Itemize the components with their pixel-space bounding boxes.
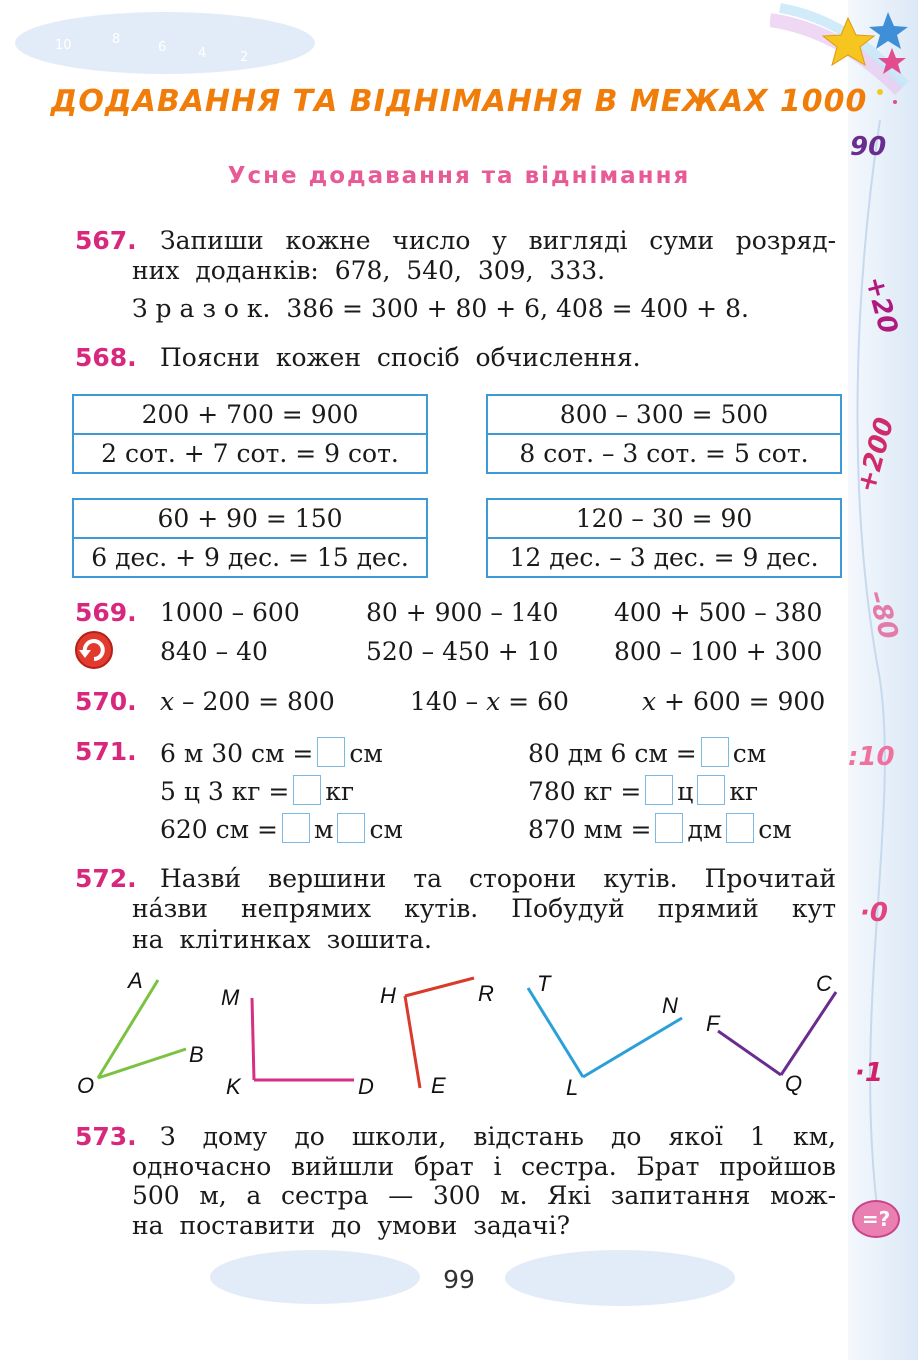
expression: 1000 – 600 [160,598,300,627]
equation: x – 200 = 800 [160,687,335,716]
exercise-number: 571. [75,737,137,766]
angle-hre-side [405,978,474,996]
answer-box[interactable] [655,813,683,843]
expression: 840 – 40 [160,637,268,666]
exercise-text: на поставити до умови задачі? [132,1211,570,1240]
exercise-text: Поясни кожен спосіб обчислення. [160,343,641,372]
exercise-number: 570. [75,687,137,716]
cloud-number: 6 [158,40,167,55]
exercise-number: 567. [75,226,137,255]
answer-box[interactable] [282,813,310,843]
vertex-label: R [478,981,494,1006]
expression: 80 + 900 – 140 [366,598,559,627]
side-rail-item: +20 [858,273,903,337]
vertex-label: O [77,1073,95,1098]
vertex-label: B [189,1042,204,1067]
vertex-label: T [537,971,551,996]
angle-mkd-side [252,998,254,1080]
answer-box[interactable] [645,775,673,805]
cloud-number: 10 [55,38,72,53]
exercise-number: 568. [75,343,137,372]
exercise-number: 573. [75,1122,137,1151]
calc-box [72,498,428,578]
repeat-icon [73,630,115,670]
conversion-row: 780 кг = ц кг [528,777,759,806]
exercise-number: 569. [75,598,137,627]
angle-tln-side [528,988,583,1077]
calc-box-top: 60 + 90 = 150 [157,504,343,533]
angle-fqc-side [781,992,836,1075]
conversion-row: 80 дм 6 см = см [528,739,767,768]
expression: 400 + 500 – 380 [614,598,823,627]
exercise-text: на клітинках зошита. [132,925,432,954]
calc-box-top: 800 – 300 = 500 [559,400,769,429]
vertex-label: M [221,985,240,1010]
angle-tln-side [583,1018,682,1077]
vertex-label: C [816,971,832,996]
angle-hre-side [405,996,420,1088]
cloud-number: 4 [198,46,207,61]
exercise-text: одночасно вийшли брат і сестра. Брат пройшов [132,1152,836,1181]
calc-box [486,498,842,578]
cloud-number: 2 [240,50,249,65]
exercise-text: на́зви непрямих кутів. Побудуй прямий кут [132,894,837,923]
vertex-label: D [358,1074,374,1099]
answer-box[interactable] [701,737,729,767]
exercise-text: Назви́ вершини та сторони кутів. Прочитай [160,864,837,893]
expression: 520 – 450 + 10 [366,637,559,666]
vertex-label: E [431,1073,446,1098]
side-rail-item: ·0 [860,898,888,928]
sample-line: З р а з о к. 386 = 300 + 80 + 6, 408 = 400 + 8. [132,294,749,323]
answer-box[interactable] [697,775,725,805]
exercise-text: 500 м, а сестра — 300 м. Які запитання мож- [132,1181,837,1210]
vertex-label: N [662,993,678,1018]
vertex-label: A [128,968,143,993]
calc-box [486,394,842,474]
calc-box-bottom: 2 сот. + 7 сот. = 9 сот. [74,433,426,472]
calc-box-top: 120 – 30 = 90 [575,504,753,533]
vertex-label: F [706,1011,720,1036]
exercise-text: З дому до школи, відстань до якої 1 км, [160,1122,836,1151]
equation: x + 600 = 900 [642,687,826,716]
answer-box[interactable] [337,813,365,843]
vertex-label: L [566,1075,579,1100]
conversion-row: 5 ц 3 кг = кг [160,777,355,806]
calc-box-bottom: 12 дес. – 3 дес. = 9 дес. [488,537,840,576]
side-rail-item: 90 [850,132,887,162]
conversion-row: 620 см = м см [160,815,403,844]
answer-box[interactable] [293,775,321,805]
cloud-number: 8 [112,32,121,47]
side-rail-item: –80 [861,587,904,643]
calc-box [72,394,428,474]
vertex-label: K [226,1074,241,1099]
exercise-number: 572. [75,864,137,893]
angle-aob-side [98,1049,186,1078]
exercise-text: Запиши кожне число у вигляді суми розряд- [160,226,837,255]
page-number: 99 [443,1265,475,1294]
side-rail-item: :10 [848,742,895,772]
calc-box-bottom: 8 сот. – 3 сот. = 5 сот. [488,433,840,472]
side-rail-item: ·1 [855,1058,883,1088]
equals-question-badge: =? [852,1200,900,1238]
answer-box[interactable] [726,813,754,843]
angle-fqc-side [718,1031,781,1075]
calc-box-top: 200 + 700 = 900 [141,400,359,429]
equation: 140 – x = 60 [410,687,569,716]
vertex-label: Q [785,1071,803,1096]
expression: 800 – 100 + 300 [614,637,823,666]
conversion-row: 870 мм = дм см [528,815,792,844]
answer-box[interactable] [317,737,345,767]
conversion-row: 6 м 30 см = см [160,739,383,768]
page-title: ДОДАВАННЯ ТА ВІДНІМАННЯ В МЕЖАХ 1000 [50,84,868,119]
side-rail-item: +200 [851,414,901,496]
calc-box-bottom: 6 дес. + 9 дес. = 15 дес. [74,537,426,576]
angle-aob-side [98,980,158,1078]
vertex-label: H [380,983,396,1008]
section-title: Усне додавання та віднімання [227,163,691,189]
exercise-text: них доданків: 678, 540, 309, 333. [132,256,606,285]
